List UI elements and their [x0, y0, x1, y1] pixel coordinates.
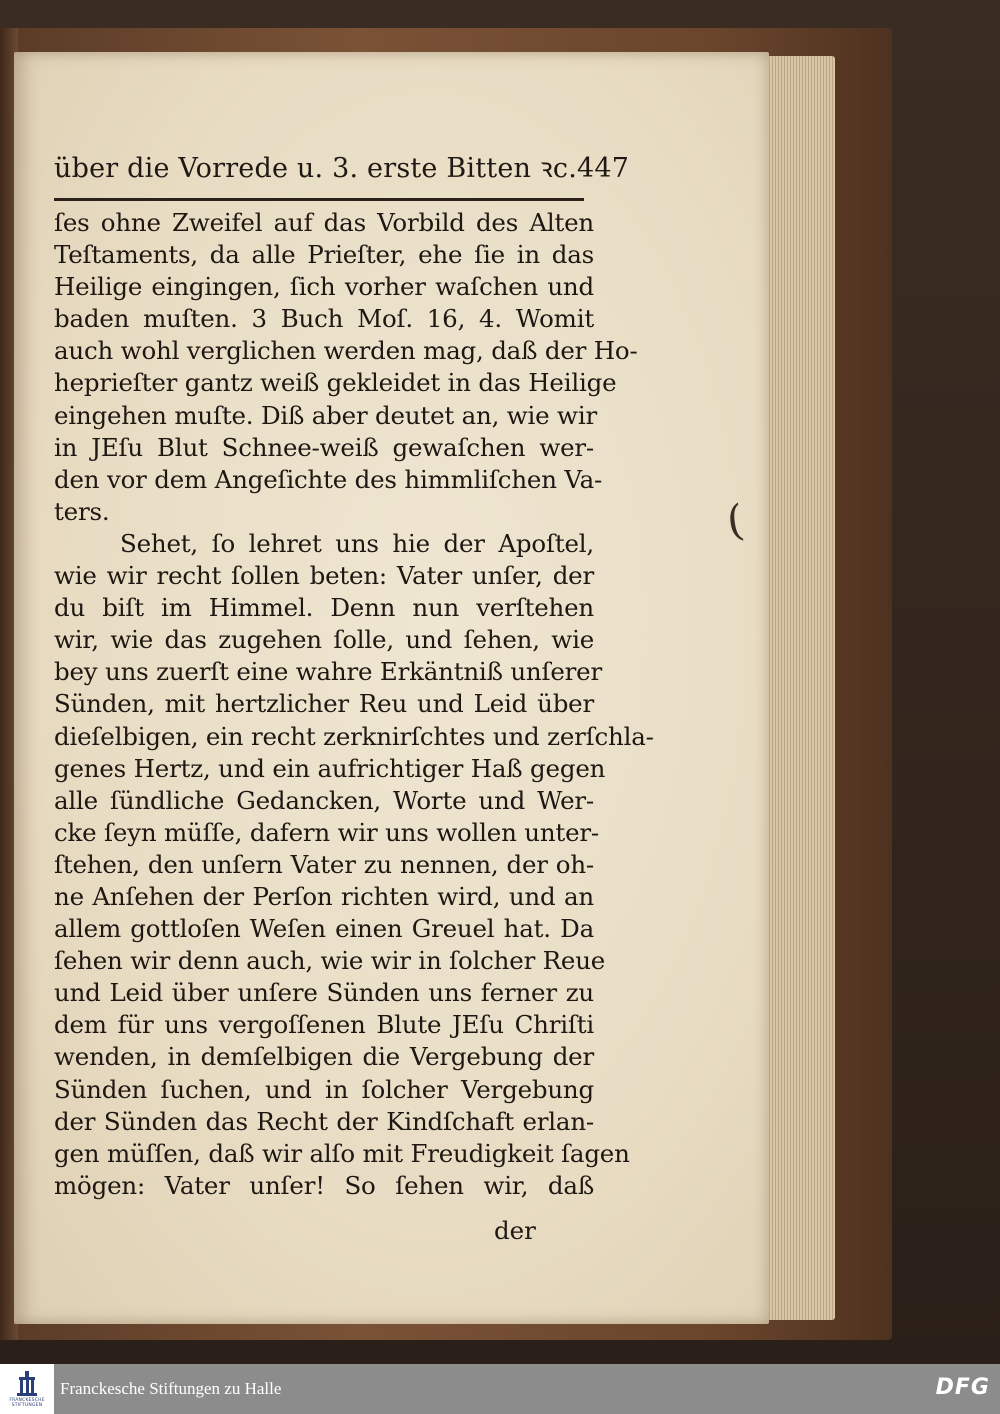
- book-page: [14, 52, 769, 1324]
- text-line: eingehen muſte. Diß aber deutet an, wie wir: [54, 400, 597, 430]
- text-line: ne Anſehen der Perſon richten wird, und an: [54, 881, 594, 911]
- running-head: [54, 148, 630, 188]
- text-line: wie wir recht ſollen beten: Vater unſer, der: [54, 561, 594, 591]
- text-line: Teſtaments, da alle Prieſter, ehe ſie in das: [54, 240, 594, 270]
- text-line: heprieſter gantz weiß gekleidet in das Heilige: [54, 368, 617, 398]
- text-line: in JEſu Blut Schnee-weiß gewaſchen wer-: [54, 432, 594, 462]
- text-line: ſes ohne Zweifel auf das Vorbild des Alten: [54, 208, 594, 237]
- running-head-title: über die Vorrede u. 3. erste Bitten ꝛc.: [54, 153, 578, 184]
- text-line: gen müſſen, daß wir alſo mit Freudigkeit ſagen: [54, 1138, 630, 1168]
- dfg-logo[interactable]: DFG: [935, 1375, 990, 1400]
- text-line: allem gottloſen Weſen einen Greuel hat. Da: [54, 914, 594, 944]
- text-line: mögen: Vater unſer! So ſehen wir, daß: [54, 1170, 594, 1200]
- text-line: ſehen wir denn auch, wie wir in ſolcher Reue: [54, 946, 606, 976]
- institution-name[interactable]: Franckesche Stiftungen zu Halle: [60, 1379, 282, 1398]
- catchword: der: [494, 1216, 536, 1245]
- footer-bar: [0, 1364, 1000, 1414]
- text-line: wenden, in demſelbigen die Vergebung der: [54, 1042, 594, 1072]
- text-block: [54, 148, 654, 1202]
- logo-caption-line-2: STIFTUNGEN: [11, 1402, 43, 1408]
- text-line: der Sünden das Recht der Kindſchaft erlan-: [54, 1106, 594, 1136]
- text-line: dem für uns vergoſſenen Blute JEſu Chriſti: [54, 1010, 594, 1040]
- text-line: ters.: [54, 496, 110, 526]
- text-line: Sehet, ſo lehret uns hie der Apoſtel,: [120, 528, 594, 558]
- text-line: auch wohl verglichen werden mag, daß der Ho-: [54, 336, 638, 366]
- header-rule: [54, 198, 584, 201]
- text-line: Sünden, mit hertzlicher Reu und Leid über: [54, 689, 594, 719]
- text-line: cke ſeyn müſſe, dafern wir uns wollen unter-: [54, 817, 599, 847]
- institution-logo[interactable]: [0, 1364, 54, 1414]
- logo-caption-line-1: FRANCKESCHE: [9, 1397, 45, 1403]
- text-line: dieſelbigen, ein recht zerknirſchtes und zerſchla-: [54, 721, 654, 751]
- text-line: den vor dem Angeſichte des himmliſchen Va-: [54, 464, 603, 494]
- text-line: bey uns zuerſt eine wahre Erkäntniß unſerer: [54, 657, 602, 687]
- text-line: Heilige eingingen, ſich vorher waſchen und: [54, 272, 594, 302]
- page-number: 447: [577, 153, 630, 184]
- text-line: ſtehen, den unſern Vater zu nennen, der oh-: [54, 849, 594, 879]
- text-line: du biſt im Himmel. Denn nun verſtehen: [54, 593, 594, 623]
- text-line: und Leid über unſere Sünden uns ferner zu: [54, 978, 594, 1008]
- margin-mark: (: [723, 495, 747, 546]
- logo-caption: [9, 1398, 44, 1408]
- body-text: [54, 207, 654, 1202]
- building-icon: [16, 1371, 38, 1397]
- text-line: baden muſten. 3 Buch Moſ. 16, 4. Womit: [54, 304, 594, 334]
- text-line: wir, wie das zugehen ſolle, und ſehen, wie: [54, 625, 594, 655]
- text-line: alle ſündliche Gedancken, Worte und Wer-: [54, 785, 594, 815]
- text-line: genes Hertz, und ein aufrichtiger Haß gegen: [54, 753, 606, 783]
- text-line: Sünden ſuchen, und in ſolcher Vergebung: [54, 1074, 594, 1104]
